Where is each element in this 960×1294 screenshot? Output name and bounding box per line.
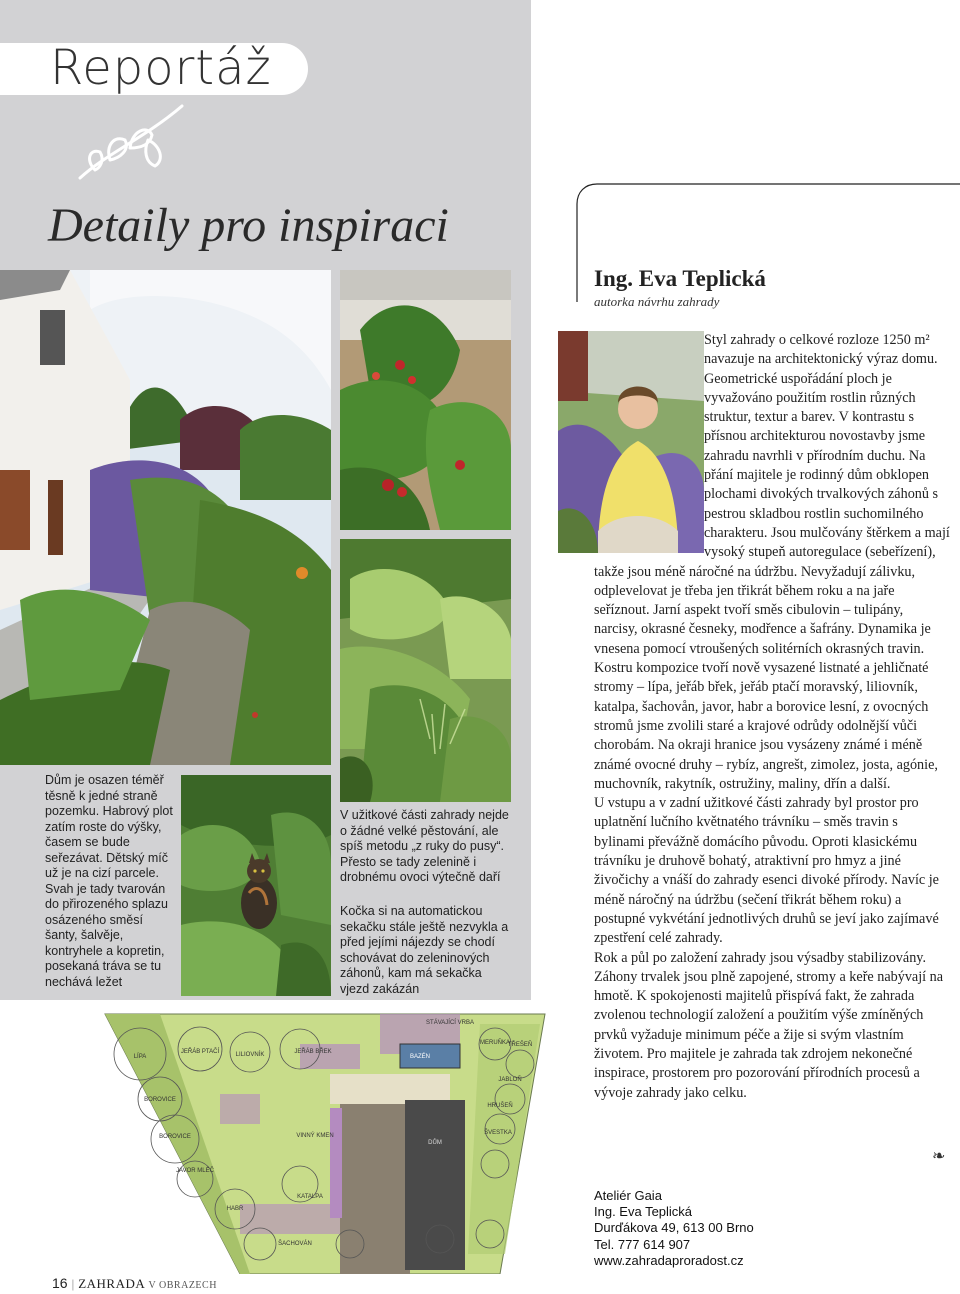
contact-web-link[interactable]: www.zahradaproradost.cz — [594, 1252, 744, 1268]
plan-label-borovice-1: BOROVICE — [144, 1097, 176, 1103]
body-paragraph-4: Rok a půl po založení zahrady jsou výsadby stabilizovány. Záhony trvalek jsou plně zapojené, stromy a keře nabývají na hmotě. K spokojenosti majitelů přispívá fakt, že zahrada zvolenou technologií založení a použitím výše zmíněných prvků vyžaduje minimum péče a žije si svým vlastním životem. Pro majitele je zahrada tak zdrojem nekonečné inspirace, prostorem pro pozorování přírodních procesů a vývoje zahrady jako celku. — [594, 949, 944, 1101]
footer-separator: | — [71, 1276, 75, 1291]
caption-cat: Kočka si na automatickou sekačku stále ještě nezvykla a před jejími nájezdy se chodí schovávat do zeleninových záhonů, kam má sekačka vjezd zakázán — [340, 904, 509, 996]
plan-label-jerab-brek: JEŘÁB BŘEK — [294, 1049, 332, 1055]
leaf-flourish-icon — [70, 100, 190, 190]
plan-label-katalpa: KATALPA — [297, 1194, 323, 1200]
body-paragraph-2: Kostru kompozice tvoří nově vysazené listnaté a jehličnaté stromy – lípa, jeřáb břek, jeřáb ptačí moravský, liliovník, katalpa, šachovån, javor, habr a borovice lesní, z ovocných stromů jsme zvolili staré a krajové odrůdy odolnější vůči chorobám. Na okraji hranice jsou vysázeny známé i méně známé ovocné druhy – rybíz, angrešt, zimolez, josta, agónie, muchovník, rakytník, ostružiny, maliny, dřín a další. — [594, 660, 938, 792]
author-role: autorka návrhu zahrady — [594, 294, 720, 309]
contact-address: Durďákova 49, 613 00 Brno — [594, 1220, 754, 1236]
plan-label-liliovnik: LILIOVNÍK — [235, 1052, 265, 1058]
plan-label-hrusen: HRUŠEŇ — [487, 1103, 513, 1109]
photo-strawberries — [340, 270, 511, 530]
author-name: Ing. Eva Teplická — [594, 266, 766, 291]
plan-label-sachovan: ŠACHOVÁN — [278, 1241, 312, 1247]
plan-label-jerab-ptaci: JEŘÁB PTAČÍ — [180, 1049, 220, 1055]
contact-block — [594, 1188, 754, 1269]
contact-name: Ing. Eva Teplická — [594, 1204, 693, 1220]
garden-plan — [100, 1004, 550, 1274]
caption-house: Dům je osazen téměř těsně k jedné straně pozemku. Habrový plot zatím roste do výšky, časem se bude seřezávat. Dětský míč už je na cizí parcele. Svah je tady tvarován do přirozeného splazu osázeného směsí šanty, šalvěje, kontryhele a kopretin, posekaná tráva se tu nechává ležet — [45, 773, 173, 989]
photo-vegetable-bed — [340, 539, 511, 802]
article-body — [594, 331, 950, 1103]
plan-label-habr: HABR — [226, 1206, 244, 1212]
garden-plan-drawing — [100, 1004, 550, 1274]
plan-label-dum: DŮM — [428, 1140, 442, 1146]
plan-label-borovice-2: BOROVICE — [159, 1134, 191, 1140]
page-number: 16 — [52, 1275, 68, 1291]
plan-label-vrba: STÁVAJÍCÍ VRBA — [426, 1020, 474, 1026]
plan-label-javor: JAVOR MLÉČ — [176, 1168, 214, 1174]
photo-house-garden — [0, 270, 331, 765]
photo-author-portrait — [558, 331, 704, 553]
contact-studio: Ateliér Gaia — [594, 1188, 662, 1203]
plan-label-bazen: BAZÉN — [409, 1054, 431, 1060]
body-paragraph-1: Styl zahrady o celkové rozloze 1250 m² navazuje na architektonický výraz domu. Geometrické uspořádání ploch je vyvažováno použitím rostlin různých struktur, textur a barev. V kontrastu s přísnou architekturou novostavby jsme zahradu navrhli v přírodním duchu. Na přání majitele je rodinný dům obklopen plochami divokých trvalkových záhonů s pestrou skladbou rostlin suchomilného charakteru. Jsou mulčovány štěrkem a mají vysoký stupeň autoregulace (sebeřízení), takže jsou méně náročné na údržbu. Nevyžadují zálivku, odplevelovat je třeba jen třikrát během roku a na jaře seříznout. Jarní aspekt tvoří směs cibulovin – tulipány, narcisy, okrasné česneky, modřence a šafrány. Dynamika je vnesena pomocí vtroušených solitérních okrasných travin. — [594, 332, 950, 657]
body-paragraph-3: U vstupu a v zadní užitkové části zahrady byl prostor pro uplatnění lučního květnatého trávníku – směs travin s bylinami převážně domácího původu. Oproti klasickému trávníku je druhově bohatý, atraktivní pro hmyz a jiné živočichy a vnáší do zahrady esenci divoké přírody. Navíc je méně náročný na údržbu (sečení třikrát během roku) a postupné vykvétání jednotlivých druhů se jeví jako zajímavé zpestření celé zahrady. — [594, 795, 939, 947]
end-mark-icon: ❧ — [932, 1148, 946, 1165]
section-title: Reportáž — [50, 40, 272, 96]
photo-cat-in-beds — [181, 775, 331, 996]
magazine-subtitle: V OBRAZECH — [148, 1280, 217, 1291]
page-footer — [52, 1275, 217, 1292]
plan-label-vinny-kmen: VINNÝ KMEN — [296, 1133, 334, 1139]
plan-label-jablon: JABLOŇ — [498, 1077, 522, 1083]
caption-vegetables: V užitkové části zahrady nejde o žádné velké pěstování, ale spíš metodu „z ruky do pusy“. Přesto se tady zelenině i drobnému ovoci výtečně daří — [340, 808, 509, 884]
magazine-name: ZAHRADA — [78, 1276, 146, 1291]
plan-label-svestka: ŠVESTKA — [484, 1130, 512, 1136]
contact-phone: Tel. 777 614 907 — [594, 1236, 691, 1252]
plan-label-merunka: MERUŇKA — [479, 1040, 511, 1046]
plan-label-lipa: LÍPA — [133, 1054, 147, 1060]
page-title: Detaily pro inspiraci — [48, 199, 449, 252]
plan-label-tresen: TŘEŠEŇ — [507, 1042, 533, 1048]
